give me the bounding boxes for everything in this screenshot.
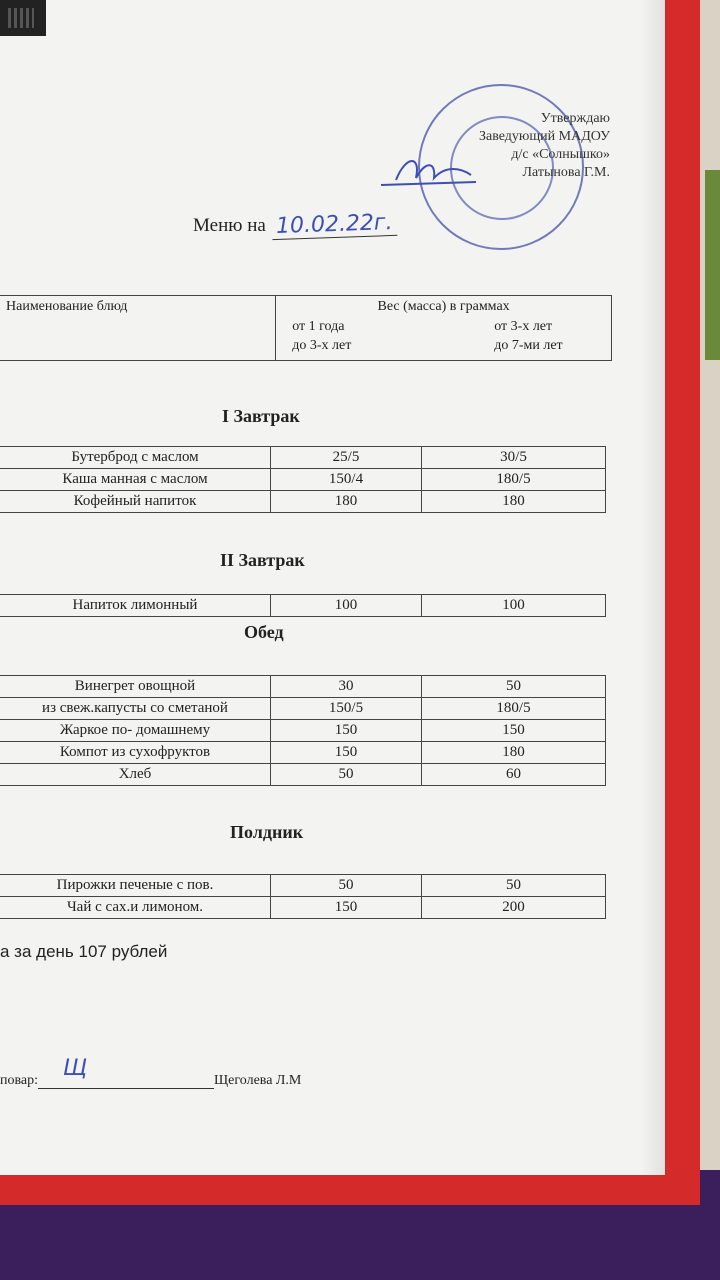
weight-1-3: 150/5 — [271, 698, 422, 720]
approval-block — [420, 110, 610, 182]
cook-signature: Щ — [63, 1056, 88, 1081]
approval-line: Латынова Г.М. — [522, 165, 610, 180]
section-title: II Завтрак — [220, 550, 305, 570]
section-title: I Завтрак — [222, 406, 300, 426]
section-title: Обед — [244, 622, 284, 642]
snack-table — [0, 874, 606, 919]
weight-1-3: 30 — [271, 676, 422, 698]
weight-1-3: 50 — [271, 875, 422, 897]
weight-1-3: 180 — [271, 491, 422, 513]
header-weight: Вес (масса) в граммах от 1 года до 3-х лет от 3-х лет до 7-ми лет — [276, 296, 612, 361]
weight-3-7: 150 — [422, 720, 606, 742]
dish-name: Компот из сухофруктов — [0, 742, 271, 764]
weight-1-3: 50 — [271, 764, 422, 786]
weight-3-7: 50 — [422, 676, 606, 698]
signature-line — [38, 1056, 214, 1089]
dish-name: Пирожки печеные с пов. — [0, 875, 271, 897]
weight-3-7: 50 — [422, 875, 606, 897]
dish-name: Винегрет овощной — [0, 676, 271, 698]
menu-row — [0, 742, 606, 764]
menu-row — [0, 897, 606, 919]
menu-row — [0, 875, 606, 897]
weight-3-7: 60 — [422, 764, 606, 786]
weight-1-3: 150/4 — [271, 469, 422, 491]
title-date: 10.02.22г. — [271, 210, 396, 240]
weight-1-3: 150 — [271, 720, 422, 742]
weight-3-7: 100 — [422, 595, 606, 617]
dish-name: Напиток лимонный — [0, 595, 271, 617]
daily-cost-note: а за день 107 рублей — [0, 942, 168, 961]
cook-name: Щеголева Л.М — [214, 1073, 302, 1088]
breakfast2-table — [0, 594, 606, 617]
header-dish-name: Наименование блюд — [0, 296, 276, 361]
weight-3-7: 30/5 — [422, 447, 606, 469]
approval-line: д/с «Солнышко» — [511, 147, 610, 162]
menu-title — [193, 209, 396, 240]
background-plant — [705, 170, 720, 360]
menu-row — [0, 595, 606, 617]
header-age-1b: до 3-х лет — [292, 338, 352, 353]
weight-1-3: 25/5 — [271, 447, 422, 469]
lunch-table — [0, 675, 606, 786]
menu-row — [0, 469, 606, 491]
weight-3-7: 180/5 — [422, 698, 606, 720]
title-label: Меню на — [193, 215, 266, 236]
dish-name: Кофейный напиток — [0, 491, 271, 513]
weight-3-7: 180/5 — [422, 469, 606, 491]
paper-shadow — [640, 0, 665, 1175]
weight-1-3: 150 — [271, 897, 422, 919]
binder-clip — [0, 0, 46, 36]
weight-3-7: 200 — [422, 897, 606, 919]
menu-row — [0, 676, 606, 698]
approval-line: Утверждаю — [540, 111, 610, 126]
header-age-1: от 1 года — [292, 319, 345, 334]
header-age-2: от 3-х лет — [494, 319, 553, 334]
approval-line: Заведующий МАДОУ — [479, 129, 610, 144]
dish-name: Бутерброд с маслом — [0, 447, 271, 469]
weight-1-3: 150 — [271, 742, 422, 764]
menu-row — [0, 447, 606, 469]
dish-name: Хлеб — [0, 764, 271, 786]
menu-row — [0, 698, 606, 720]
dish-name: из свеж.капусты со сметаной — [0, 698, 271, 720]
cook-label: повар: — [0, 1073, 39, 1088]
weight-3-7: 180 — [422, 491, 606, 513]
header-age-2b: до 7-ми лет — [494, 338, 563, 353]
menu-row — [0, 720, 606, 742]
weight-3-7: 180 — [422, 742, 606, 764]
cook-signature-line — [0, 1056, 302, 1089]
menu-row — [0, 491, 606, 513]
dish-name: Каша манная с маслом — [0, 469, 271, 491]
dish-name: Жаркое по- домашнему — [0, 720, 271, 742]
breakfast1-table — [0, 446, 606, 513]
weight-1-3: 100 — [271, 595, 422, 617]
dish-name: Чай с сах.и лимоном. — [0, 897, 271, 919]
header-table — [0, 295, 612, 361]
menu-row — [0, 764, 606, 786]
section-title: Полдник — [230, 822, 304, 842]
